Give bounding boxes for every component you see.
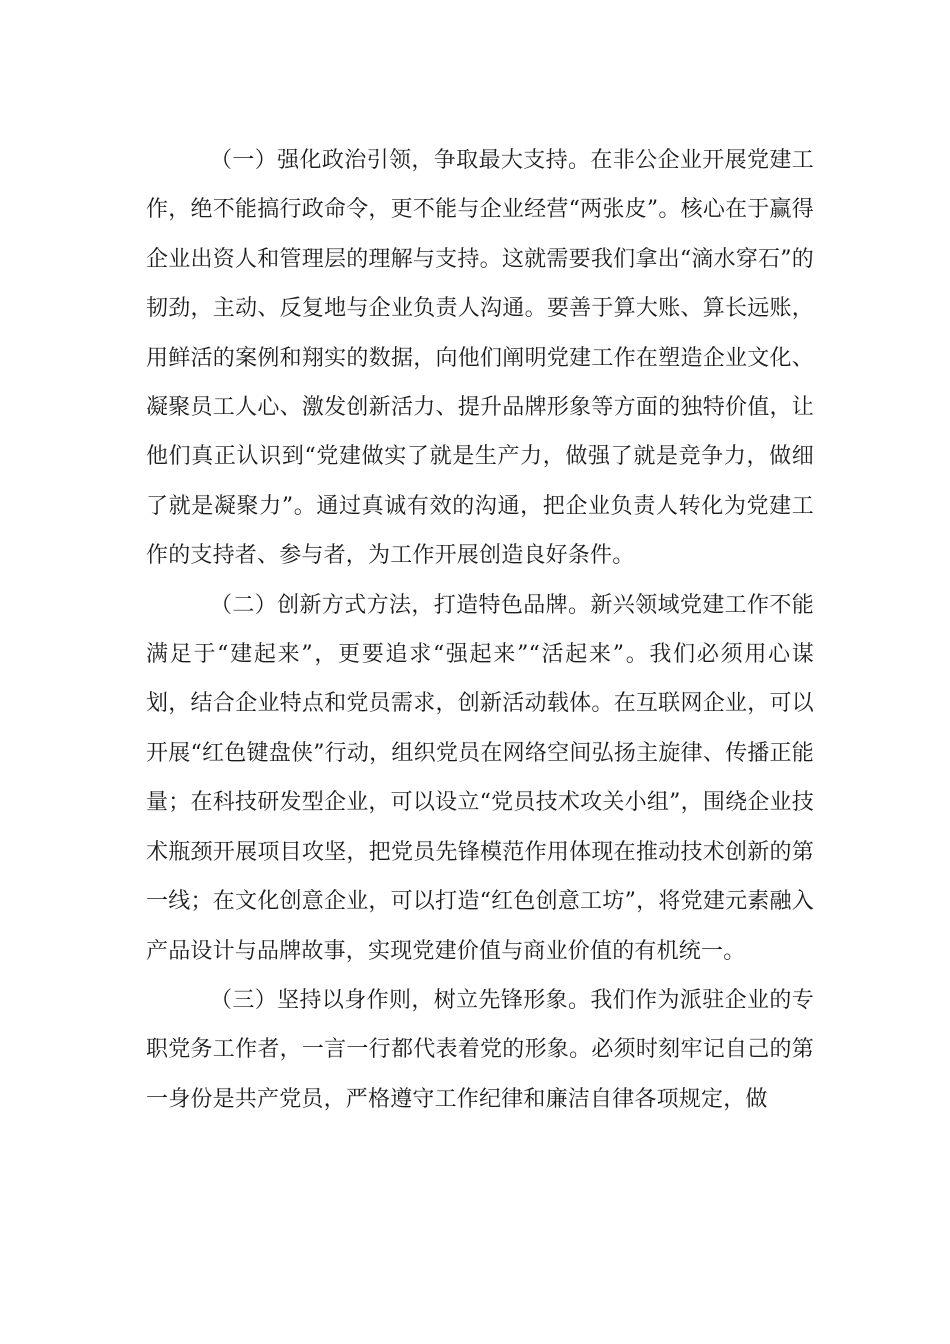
- paragraph-3: （三）坚持以身作则，树立先锋形象。我们作为派驻企业的专职党务工作者，一言一行都代表着党的形象。必须时刻牢记自己的第一身份是共产党员，严格遵守工作纪律和廉洁自律各项规定，做: [146, 987, 814, 1112]
- paragraph-2: （二）创新方式方法，打造特色品牌。新兴领域党建工作不能满足于“建起来”，更要追求“强起来”“活起来”。我们必须用心谋划，结合企业特点和党员需求，创新活动载体。在互联网企业，可以开展“红色键盘侠”行动，组织党员在网络空间弘扬主旋律、传播正能量；在科技研发型企业，可以设立“党员技术攻关小组”，围绕企业技术瓶颈开展项目攻坚，把党员先锋模范作用体现在推动技术创新的第一线；在文化创意企业，可以打造“红色创意工坊”，将党建元素融入产品设计与品牌故事，实现党建价值与商业价值的有机统一。: [146, 592, 814, 964]
- document-body: [146, 136, 814, 1124]
- paragraph-1: （一）强化政治引领，争取最大支持。在非公企业开展党建工作，绝不能搞行政命令，更不能与企业经营“两张皮”。核心在于赢得企业出资人和管理层的理解与支持。这就需要我们拿出“滴水穿石”的韧劲，主动、反复地与企业负责人沟通。要善于算大账、算长远账，用鲜活的案例和翔实的数据，向他们阐明党建工作在塑造企业文化、凝聚员工人心、激发创新活力、提升品牌形象等方面的独特价值，让他们真正认识到“党建做实了就是生产力，做强了就是竞争力，做细了就是凝聚力”。通过真诚有效的沟通，把企业负责人转化为党建工作的支持者、参与者，为工作开展创造良好条件。: [146, 148, 814, 569]
